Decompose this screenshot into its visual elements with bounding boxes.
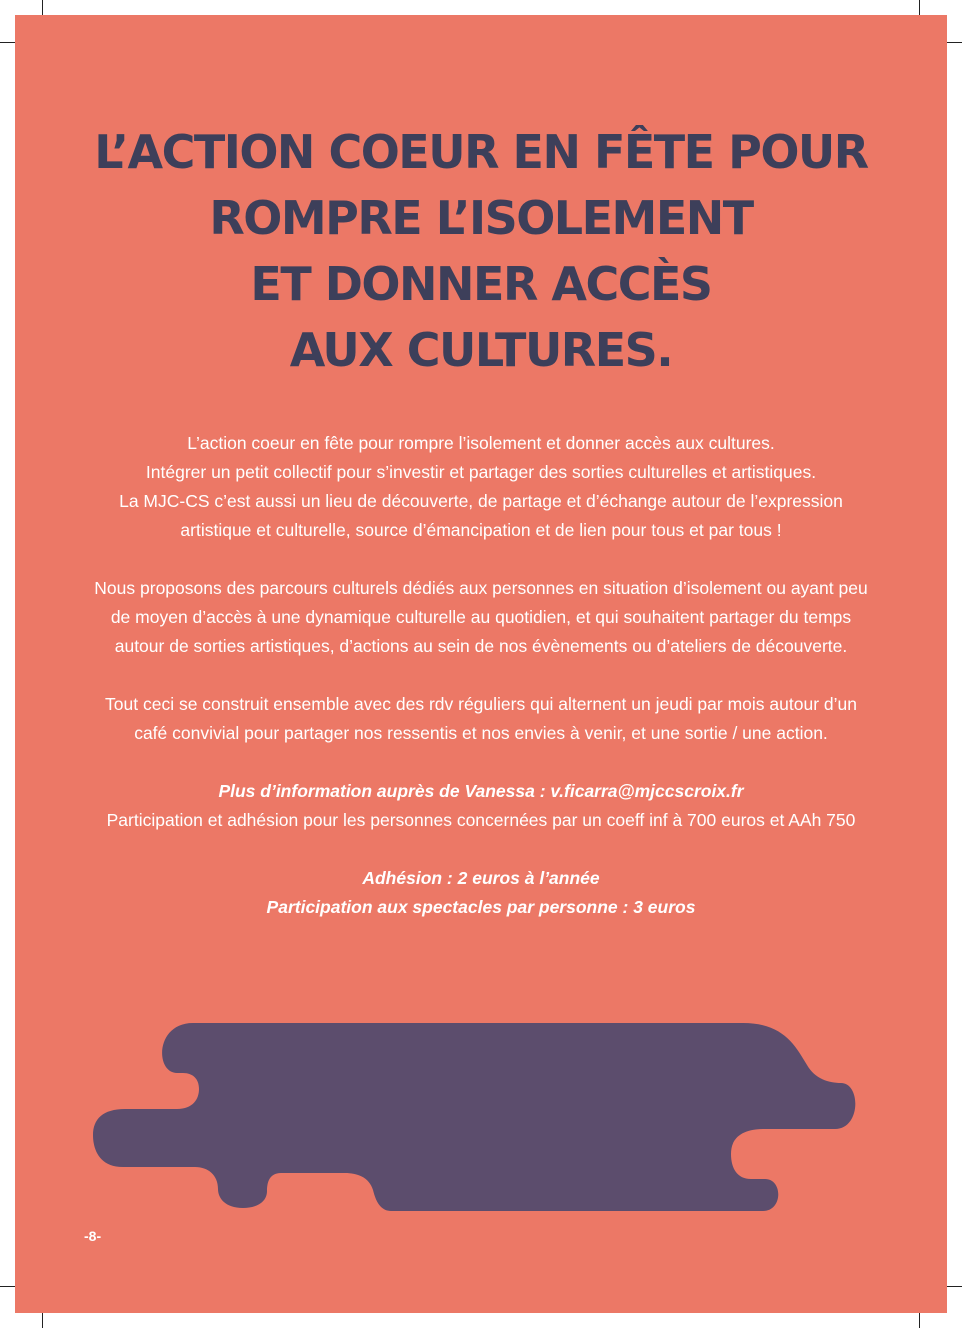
spectacle-price: Participation aux spectacles par personne : 3 euros [266,897,696,917]
contact-info: Plus d’information auprès de Vanessa : v.ficarra@mjccscroix.fr [218,781,744,801]
crop-mark [0,1286,15,1287]
decorative-blob-shape [15,15,947,1313]
crop-mark [947,42,962,43]
description-line: autour de sorties artistiques, d’actions au sein de nos évènements ou d’ateliers de découverte. [114,636,848,656]
participation-note: Participation et adhésion pour les personnes concernées par un coeff inf à 700 euros et AAh 750 [106,810,856,830]
crop-mark [919,0,920,15]
title-line: ET DONNER ACCÈS [250,257,712,311]
intro-line: Intégrer un petit collectif pour s’investir et partager des sorties culturelles et artistiques. [145,462,817,482]
description-line: de moyen d’accès à une dynamique culturelle au quotidien, et qui souhaitent partager du temps [110,607,852,627]
title-line: ROMPRE L’ISOLEMENT [209,191,753,245]
intro-line: L’action coeur en fête pour rompre l’isolement et donner accès aux cultures. [187,433,775,453]
crop-mark [0,42,15,43]
page [15,15,947,1313]
description-line: Nous proposons des parcours culturels dédiés aux personnes en situation d’isolement ou ayant peu [94,578,868,598]
schedule-line: café convivial pour partager nos ressentis et nos envies à venir, et une sortie / une action. [134,723,828,743]
intro-line: artistique et culturelle, source d’émancipation et de lien pour tous et par tous ! [180,520,782,540]
title-line: AUX CULTURES. [289,323,673,377]
crop-mark [42,1313,43,1328]
page-number: -8- [84,1228,102,1244]
crop-mark [42,0,43,15]
title-line: L’ACTION COEUR EN FÊTE POUR [94,125,868,179]
intro-line: La MJC-CS c’est aussi un lieu de découverte, de partage et d’échange autour de l’expression [119,491,843,511]
crop-mark [947,1286,962,1287]
crop-mark [919,1313,920,1328]
schedule-line: Tout ceci se construit ensemble avec des rdv réguliers qui alternent un jeudi par mois autour d’un [105,694,857,714]
adhesion-price: Adhésion : 2 euros à l’année [362,868,600,888]
